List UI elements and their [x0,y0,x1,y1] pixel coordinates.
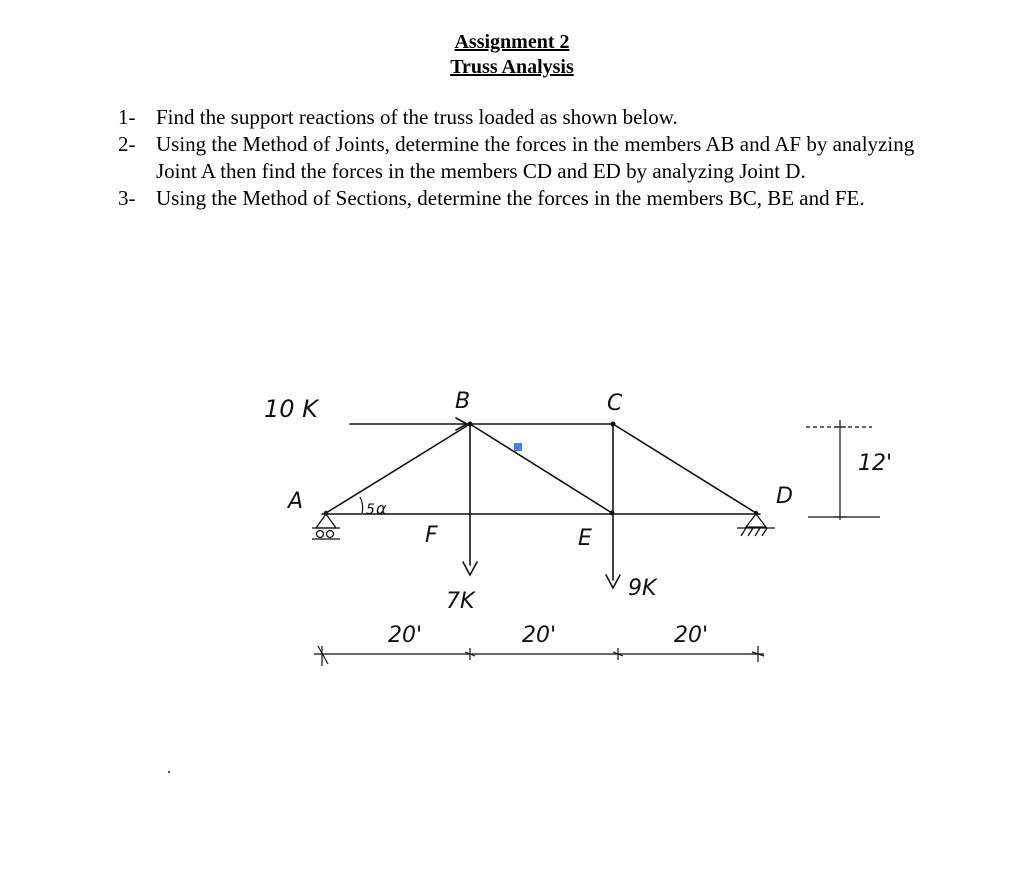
assignment-subtitle: Truss Analysis [450,56,574,78]
cursor-marker [514,443,522,451]
joint-C [611,422,616,427]
roller-support-icon [312,514,340,539]
member-AB [326,424,470,513]
joint-E [610,511,615,516]
angle-prefix: 5 [366,502,375,518]
question-text: Find the support reactions of the truss loaded as shown below. [156,105,678,129]
node-label-A: A [288,489,304,514]
question-text: Using the Method of Joints, determine the forces in the members AB and AF by analyzing Joint A then find the forces in the members CD and ED by analyzing Joint D. [156,132,915,183]
span-dimension [314,646,764,666]
angle-arc [360,497,363,513]
load-label-9k: 9K [628,576,657,601]
pin-support-icon [737,514,775,536]
load-label-10k: 10 K [264,395,318,423]
span-label-3: 20' [674,623,709,648]
member-CD [613,424,756,513]
height-label: 12' [858,451,893,476]
span-label-1: 20' [388,623,423,648]
question-text: Using the Method of Sections, determine the forces in the members BC, BE and FE. [156,186,865,210]
span-label-2: 20' [522,623,557,648]
question-number: 1- [118,105,136,129]
load-label-7k: 7K [446,589,475,614]
node-label-E: E [578,526,592,551]
stray-dot [168,771,170,773]
assignment-title: Assignment 2 [454,31,570,53]
node-label-C: C [607,391,623,416]
joint-B [468,422,473,427]
question-number: 2- [118,132,136,156]
member-BE [470,424,612,513]
node-label-F: F [425,523,438,548]
load-arrow-10k [350,418,467,430]
node-label-B: B [455,389,471,414]
angle-label: α [376,499,387,518]
question-number: 3- [118,186,136,210]
node-label-D: D [776,484,793,509]
